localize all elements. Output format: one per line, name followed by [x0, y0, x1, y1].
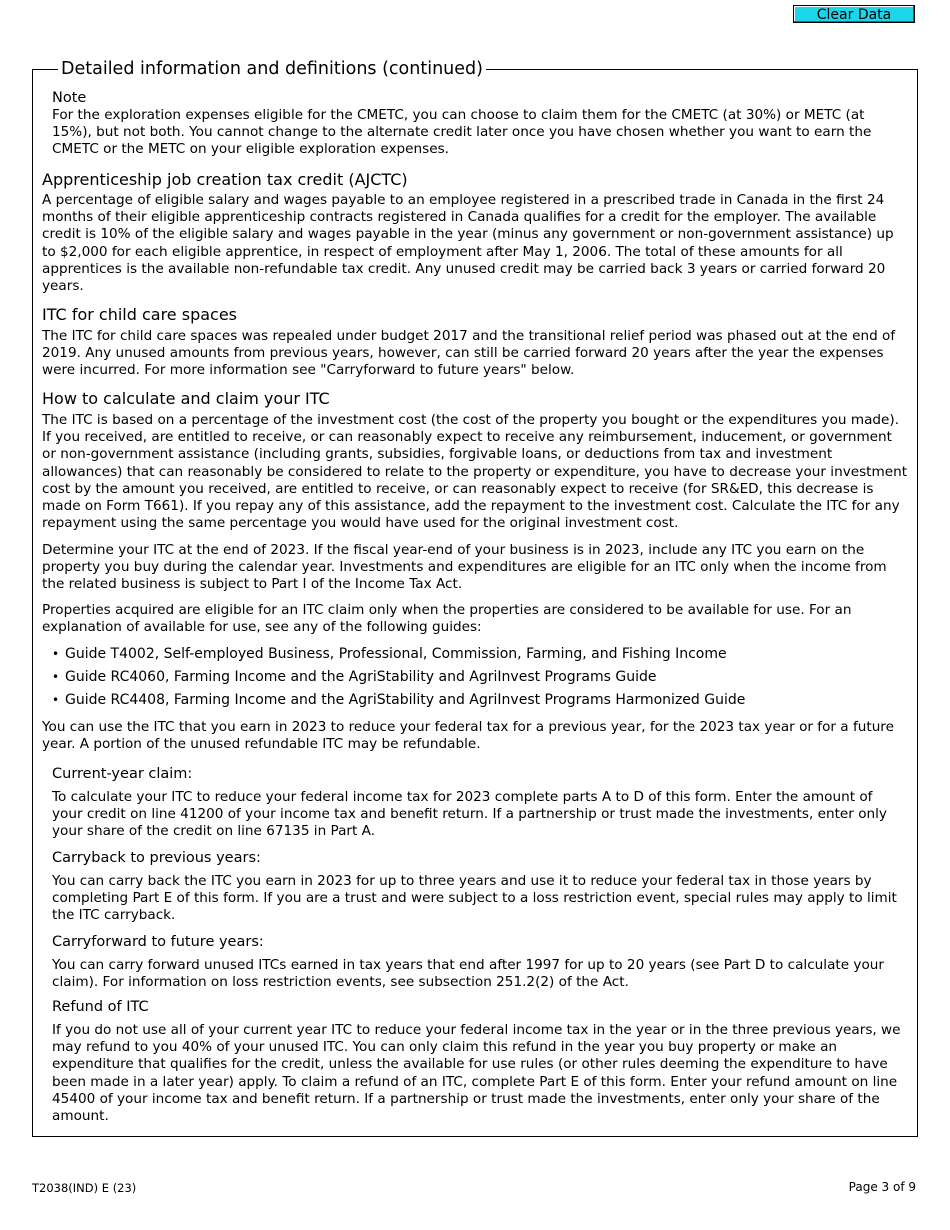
list-item: • Guide RC4408, Farming Income and the AgriStability and AgriInvest Programs Harmonized Guide — [52, 690, 745, 713]
calculate-paragraph-1: The ITC is based on a percentage of the investment cost (the cost of the property you bought or the expenditures you made). If you received, are entitled to receive, or can reasonably expect to receive any reimbursement, inducement, or government or non-government assistance (including grants, subsidies, forgivable loans, or deductions from tax and investment allowances) that can reasonably be considered to relate to the property or expenditure, you have to decrease your investment cost by the amount you received, are entitled to receive, or can reasonably expect to receive (for SR&ED, this decrease is made on Form T661). If you repay any of this assistance, add the repayment to the investment cost. Calculate the ITC for any repayment using the same percentage you would have used for the original investment cost. — [42, 412, 908, 532]
calculate-paragraph-4: You can use the ITC that you earn in 2023 to reduce your federal tax for a previous year, for the 2023 tax year or for a future year. A portion of the unused refundable ITC may be refundable. — [42, 719, 894, 753]
guides-list — [52, 644, 745, 713]
calculate-paragraph-3: Properties acquired are eligible for an ITC claim only when the properties are considered to be available for use. For an explanation of available for use, see any of the following guides: — [42, 602, 852, 636]
clear-data-button[interactable]: Clear Data — [793, 5, 915, 23]
ajctc-heading: Apprenticeship job creation tax credit (AJCTC) — [42, 170, 408, 189]
list-item: • Guide RC4060, Farming Income and the AgriStability and AgriInvest Programs Guide — [52, 667, 745, 690]
current-year-text: To calculate your ITC to reduce your federal income tax for 2023 complete parts A to D of this form. Enter the amount of your credit on line 41200 of your income tax and benefit return. If a partnership or trust made the investments, enter only your share of the credit on line 67135 in Part A. — [52, 789, 887, 840]
childcare-text: The ITC for child care spaces was repealed under budget 2017 and the transitional relief period was phased out at the end of 2019. Any unused amounts from previous years, however, can still be carried forward 20 years after the year the expenses were incurred. For more information see "Carryforward to future years" below. — [42, 328, 896, 379]
carryforward-heading: Carryforward to future years: — [52, 934, 264, 950]
page-number: Page 3 of 9 — [848, 1180, 916, 1194]
calculate-paragraph-2: Determine your ITC at the end of 2023. If the fiscal year-end of your business is in 2023, include any ITC you earn on the property you buy during the calendar year. Investments and expenditures are eligible for an ITC only when the income from the related business is subject to Part I of the Income Tax Act. — [42, 542, 887, 593]
refund-text: If you do not use all of your current year ITC to reduce your federal income tax in the year or in the three previous years, we may refund to you 40% of your unused ITC. You can only claim this refund in the year you buy property or make an expenditure that qualifies for the credit, unless the available for use rules (or other rules deeming the expenditure to have been made in a later year) apply. To claim a refund of an ITC, complete Part E of this form. Enter your refund amount on line 45400 of your income tax and benefit return. If a partnership or trust made the investments, enter only your share of the amount. — [52, 1022, 901, 1125]
carryback-heading: Carryback to previous years: — [52, 850, 261, 866]
refund-heading: Refund of ITC — [52, 999, 149, 1015]
current-year-heading: Current-year claim: — [52, 766, 193, 782]
section-title: Detailed information and definitions (continued) — [58, 58, 486, 80]
list-item: • Guide T4002, Self-employed Business, Professional, Commission, Farming, and Fishing Income — [52, 644, 745, 667]
carryforward-text: You can carry forward unused ITCs earned in tax years that end after 1997 for up to 20 years (see Part D to calculate your claim). For information on loss restriction events, see subsection 251.2(2) of the Act. — [52, 957, 884, 991]
carryback-text: You can carry back the ITC you earn in 2023 for up to three years and use it to reduce your federal tax in those years by completing Part E of this form. If you are a trust and were subject to a loss restriction event, special rules may apply to limit the ITC carryback. — [52, 873, 897, 924]
calculate-heading: How to calculate and claim your ITC — [42, 389, 330, 408]
ajctc-text: A percentage of eligible salary and wages payable to an employee registered in a prescribed trade in Canada in the first 24 months of their eligible apprenticeship contracts registered in Canada qualifies for a credit for the employer. The available credit is 10% of the eligible salary and wages payable in the year (minus any government or non-government assistance) up to $2,000 for each eligible apprentice, in respect of employment after May 1, 2006. The total of these amounts for all apprentices is the available non-refundable tax credit. Any unused credit may be carried back 3 years or carried forward 20 years. — [42, 192, 894, 295]
form-identifier: T2038(IND) E (23) — [32, 1181, 137, 1195]
childcare-heading: ITC for child care spaces — [42, 305, 237, 324]
note-text: For the exploration expenses eligible for the CMETC, you can choose to claim them for the CMETC (at 30%) or METC (at 15%), but not both. You cannot change to the alternate credit later once you have chosen whether you want to earn the CMETC or the METC on your eligible exploration expenses. — [52, 107, 872, 158]
note-heading: Note — [52, 90, 87, 106]
